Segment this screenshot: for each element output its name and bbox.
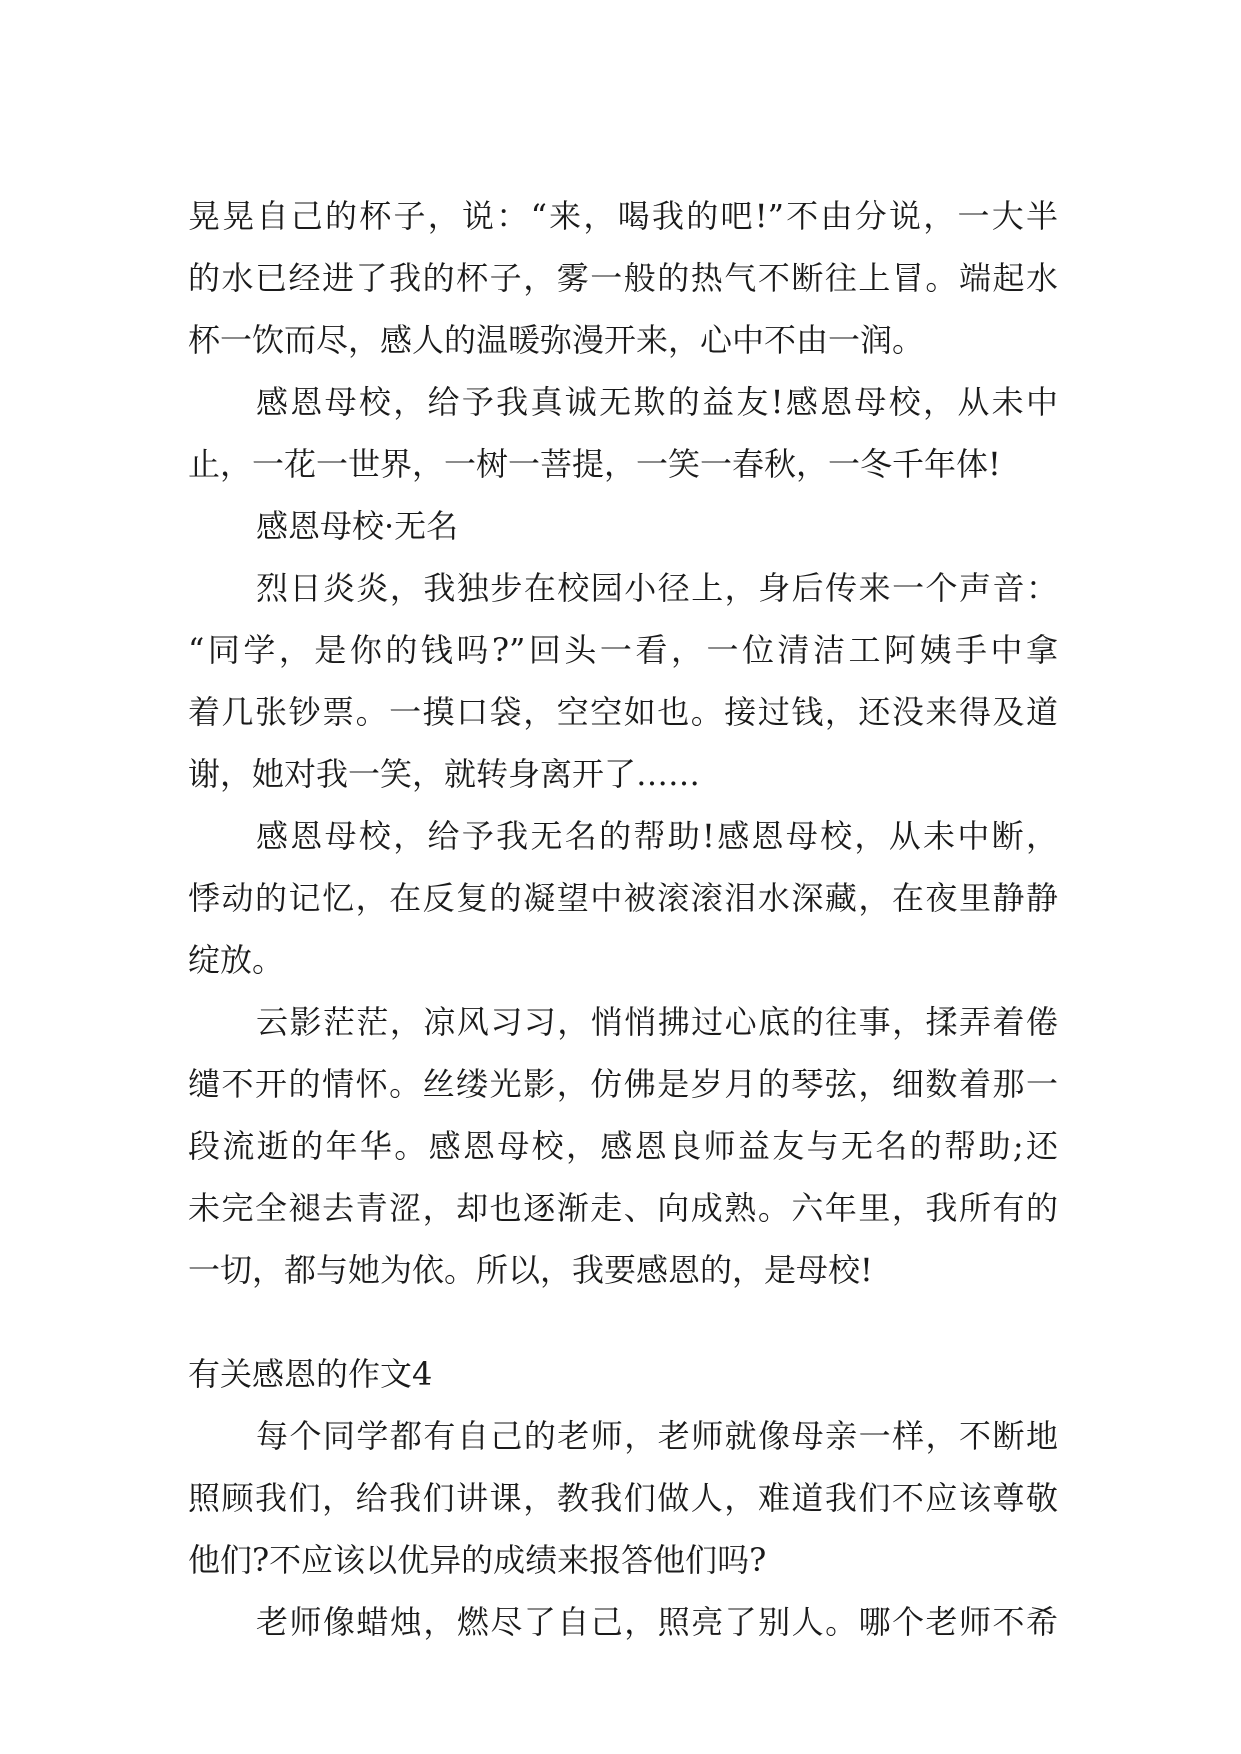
- text-line: 晃晃自己的杯子，说：“来，喝我的吧!”不由分说，一大半: [188, 197, 1058, 235]
- text-line: 绽放。: [188, 941, 285, 979]
- text-line: 感恩母校·无名: [256, 507, 459, 545]
- text-line: 着几张钞票。一摸口袋，空空如也。接过钱，还没来得及道: [188, 693, 1058, 731]
- text-line: “同学，是你的钱吗?”回头一看，一位清洁工阿姨手中拿: [188, 631, 1058, 669]
- essay-part-4: [188, 1405, 1058, 1653]
- document-body: [188, 185, 1058, 1653]
- text-line: 止，一花一世界，一树一菩提，一笑一春秋，一冬千年体!: [188, 445, 1001, 483]
- text-line: 一切，都与她为依。所以，我要感恩的，是母校!: [188, 1251, 873, 1289]
- text-line: 感恩母校，给予我真诚无欺的益友!感恩母校，从未中: [256, 383, 1058, 421]
- essay-part-3: [188, 185, 1058, 1301]
- text-line: 缱不开的情怀。丝缕光影，仿佛是岁月的琴弦，细数着那一: [188, 1065, 1058, 1103]
- text-line: 感恩母校，给予我无名的帮助!感恩母校，从未中断，: [256, 817, 1058, 855]
- text-line: 谢，她对我一笑，就转身离开了……: [188, 755, 701, 793]
- section-heading: 有关感恩的作文4: [188, 1355, 433, 1393]
- text-line: 照顾我们，给我们讲课，教我们做人，难道我们不应该尊敬: [188, 1479, 1058, 1517]
- text-line: 杯一饮而尽，感人的温暖弥漫开来，心中不由一润。: [188, 321, 925, 359]
- text-line: 老师像蜡烛，燃尽了自己，照亮了别人。哪个老师不希: [256, 1603, 1058, 1641]
- text-line: 悸动的记忆，在反复的凝望中被滚滚泪水深藏，在夜里静静: [188, 879, 1058, 917]
- text-line: 他们?不应该以优异的成绩来报答他们吗?: [188, 1541, 767, 1579]
- text-line: 烈日炎炎，我独步在校园小径上，身后传来一个声音：: [256, 569, 1058, 607]
- text-line: 每个同学都有自己的老师，老师就像母亲一样，不断地: [256, 1417, 1058, 1455]
- text-line: 段流逝的年华。感恩母校，感恩良师益友与无名的帮助;还: [188, 1127, 1058, 1165]
- text-line: 云影茫茫，凉风习习，悄悄拂过心底的往事，揉弄着倦: [256, 1003, 1058, 1041]
- text-line: 未完全褪去青涩，却也逐渐走、向成熟。六年里，我所有的: [188, 1189, 1058, 1227]
- section-gap: [188, 1301, 1058, 1343]
- text-line: 的水已经进了我的杯子，雾一般的热气不断往上冒。端起水: [188, 259, 1058, 297]
